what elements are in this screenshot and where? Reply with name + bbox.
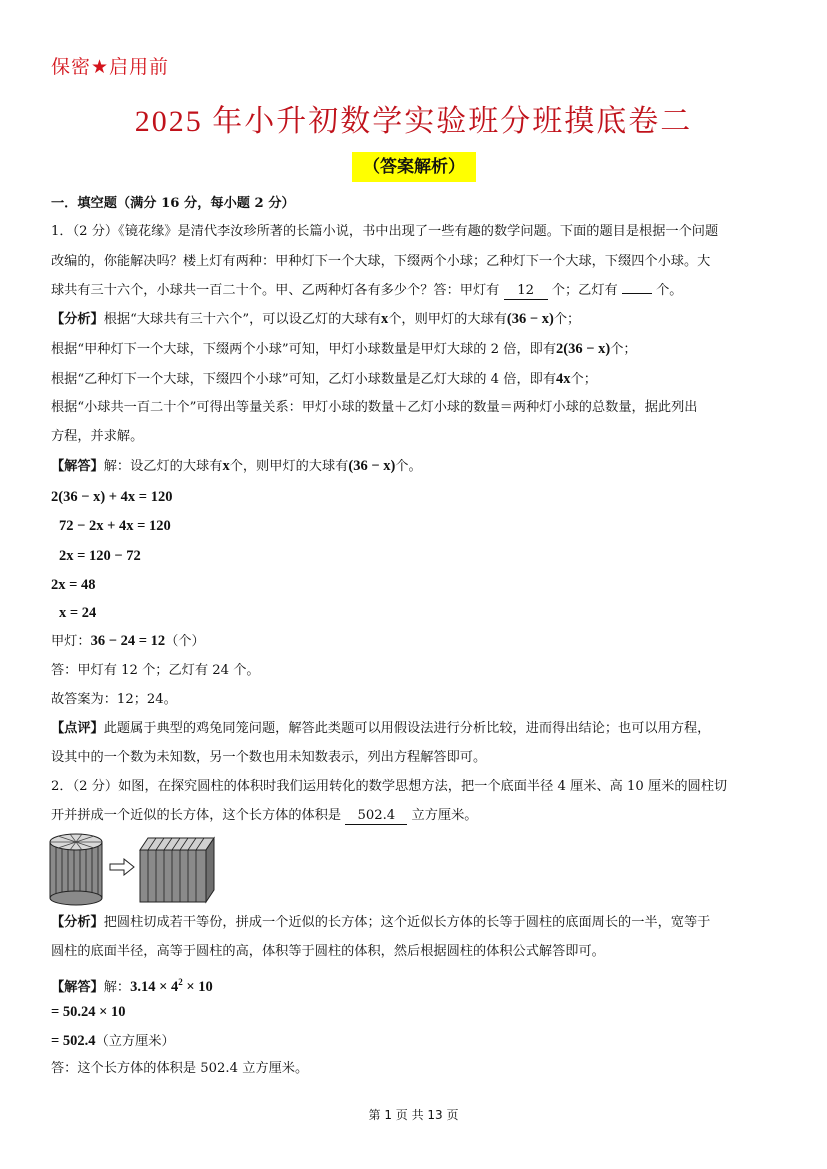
q1-answer-blank-2	[622, 293, 652, 294]
expr-4x: 4x	[556, 371, 571, 387]
q1-answer-line: 答：甲灯有 12 个；乙灯有 24 个。	[51, 663, 260, 678]
q1-answer-blank-1: 12	[504, 283, 548, 300]
q2-calc-3: = 502.4	[51, 1033, 96, 1049]
q1-analysis-line1	[51, 309, 781, 330]
q1-analysis-line3	[51, 369, 781, 390]
q1-analysis2-post: 个；	[610, 342, 637, 357]
var-x: x	[380, 311, 389, 327]
q2-calc1-b: × 10	[182, 978, 213, 995]
equation-1: 2(36 − x) + 4x = 120	[51, 489, 173, 505]
q2-analysis1-text: 把圆柱切成若干等份，拼成一个近似的长方体；这个近似长方体的长等于圆柱的底面周长的一半，宽等于	[103, 915, 711, 930]
q1-analysis3-post: 个；	[570, 372, 597, 387]
q2-calc-2: = 50.24 × 10	[51, 1004, 126, 1020]
analysis-tag: 【分析】	[51, 312, 104, 327]
q2-text-line1: 2．（2 分）如图，在探究圆柱的体积时我们运用转化的数学思想方法，把一个底面半径 4 厘米、高 10 厘米的圆柱切	[51, 779, 728, 794]
q1-analysis-line5: 方程，并求解。	[51, 429, 144, 444]
equation-2: 72 − 2x + 4x = 120	[59, 518, 171, 534]
q1-line3-post: 个。	[656, 283, 683, 298]
q1-solution-pre: 解：设乙灯的大球有	[103, 459, 223, 474]
section-heading: 一．填空题（满分 16 分，每小题 2 分）	[51, 196, 295, 211]
q1-solution-post: 个。	[395, 459, 422, 474]
q1-solution-line	[51, 456, 781, 477]
expr-36-minus-24: 36 − 24 = 12	[90, 633, 166, 649]
q2-analysis-line1	[51, 913, 781, 933]
q1-jia-calc	[51, 631, 781, 652]
q2-calc3-unit: （立方厘米）	[95, 1034, 175, 1049]
q2-line2-post: 立方厘米。	[411, 808, 478, 823]
q2-calc-1	[130, 979, 213, 995]
cuboid-shape	[140, 838, 214, 902]
q1-final-answer: 故答案为：12；24。	[51, 692, 177, 707]
arrow-right-icon	[110, 859, 134, 875]
answer-analysis-badge: （答案解析）	[352, 152, 476, 182]
q1-analysis-line2	[51, 339, 781, 360]
expr-36-minus-x: (36 − x)	[348, 458, 396, 474]
cylinder-to-cuboid-figure	[48, 830, 218, 906]
analysis-tag: 【分析】	[51, 915, 104, 930]
equation-3: 2x = 120 − 72	[59, 548, 141, 564]
q2-calc1-a: 3.14 × 4	[130, 978, 179, 995]
q1-comment1-text: 此题属于典型的鸡兔同笼问题，解答此类题可以用假设法进行分析比较，进而得出结论；也可以用方程，	[103, 721, 711, 736]
q2-calc-3-line	[51, 1031, 781, 1052]
q2-text-line2	[51, 806, 781, 826]
equation-4: 2x = 48	[51, 577, 96, 593]
expr-36-minus-x: (36 − x)	[506, 311, 554, 327]
q2-analysis-line2: 圆柱的底面半径，高等于圆柱的高，体积等于圆柱的体积，然后根据圆柱的体积公式解答即可。	[51, 944, 605, 959]
q1-analysis1-mid: 个，则甲灯的大球有	[388, 312, 507, 327]
q1-analysis3-text: 根据“乙种灯下一个大球，下缀四个小球”可知，乙灯小球数量是乙灯大球的 4 倍，即有	[51, 372, 557, 387]
cylinder-shape	[50, 834, 102, 905]
q1-analysis1-text: 根据“大球共有三十六个”，可以设乙灯的大球有	[103, 312, 381, 327]
q1-comment-line2: 设其中的一个数为未知数，另一个数也用未知数表示，列出方程解答即可。	[51, 750, 487, 765]
q2-line2-pre: 开并拼成一个近似的长方体，这个长方体的体积是	[51, 808, 342, 823]
q2-solution-pre: 解：	[103, 979, 131, 995]
q1-analysis2-text: 根据“甲种灯下一个大球，下缀两个小球”可知，甲灯小球数量是甲灯大球的 2 倍，即有	[51, 342, 557, 357]
q1-jia-pre: 甲灯：	[51, 634, 91, 649]
solution-tag: 【解答】	[51, 979, 104, 995]
q1-solution-mid: 个，则甲灯的大球有	[229, 459, 349, 474]
page-title: 2025 年小升初数学实验班分班摸底卷二	[134, 105, 693, 138]
q2-solution-line	[51, 972, 781, 998]
comment-tag: 【点评】	[51, 721, 104, 736]
q1-text-line1: 1．（2 分）《镜花缘》是清代李汝珍所著的长篇小说，书中出现了一些有趣的数学问题。下面的题目是根据一个问题	[51, 224, 719, 239]
q1-line3-mid: 个；乙灯有	[551, 283, 618, 298]
q1-analysis1-post: 个；	[553, 312, 581, 327]
q1-comment-line1	[51, 719, 781, 739]
confidential-label: 保密★启用前	[51, 56, 170, 78]
q2-answer-line: 答：这个长方体的体积是 502.4 立方厘米。	[51, 1061, 309, 1076]
page-number: 第 1 页 共 13 页	[368, 1108, 459, 1122]
q1-text-line2: 改编的，你能解决吗？楼上灯有两种：甲种灯下一个大球，下缀两个小球；乙种灯下一个大球，下缀四个小球。大	[51, 254, 711, 269]
q2-answer-blank: 502.4	[345, 808, 407, 825]
solution-tag: 【解答】	[51, 459, 104, 474]
q1-jia-post: （个）	[165, 634, 205, 649]
var-x: x	[222, 458, 230, 474]
q2-calc1-exponent: 2	[178, 977, 183, 987]
q1-text-line3	[51, 281, 781, 301]
q1-analysis-line4: 根据“小球共一百二十个”可得出等量关系：甲灯小球的数量＋乙灯小球的数量＝两种灯小球的总数量，据此列出	[51, 400, 698, 415]
equation-5: x = 24	[59, 605, 97, 621]
expr-2-times: 2(36 − x)	[556, 341, 611, 357]
q1-line3-pre: 球共有三十六个，小球共一百二十个。甲、乙两种灯各有多少个？答：甲灯有	[51, 283, 500, 298]
